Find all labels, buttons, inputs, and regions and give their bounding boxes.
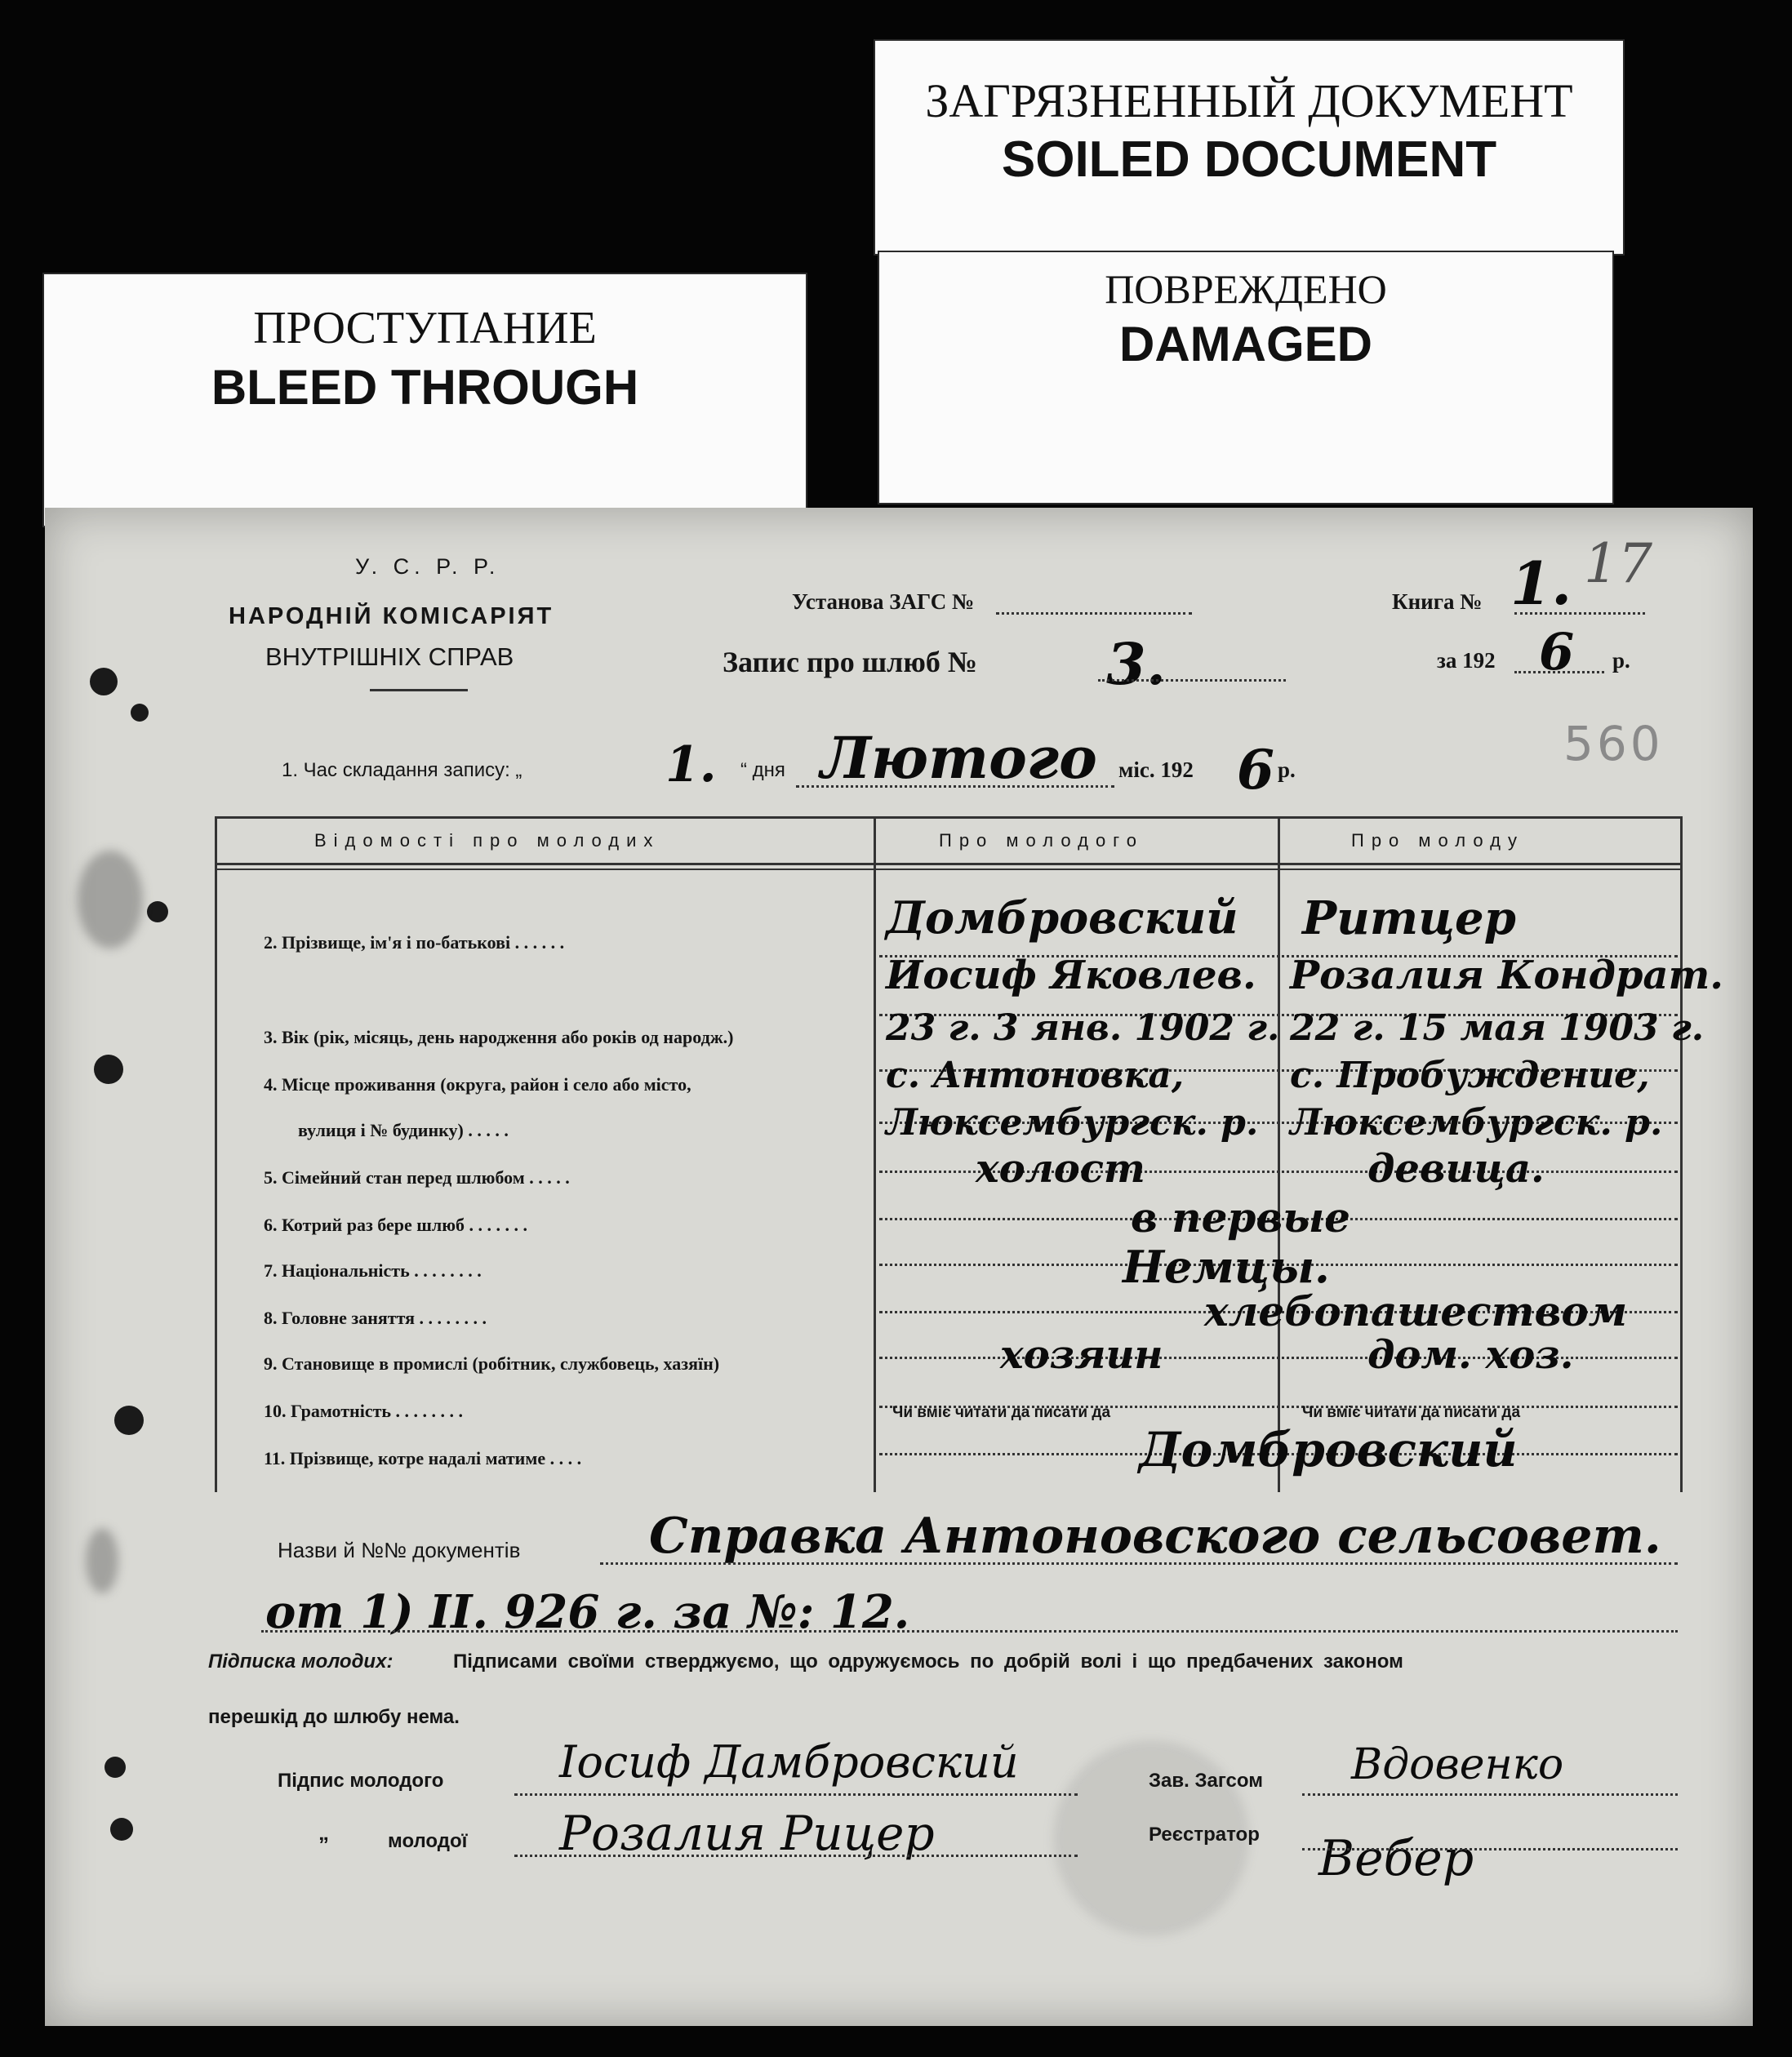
table-right-border (1680, 816, 1683, 1492)
damaged-en-label: DAMAGED (1119, 317, 1372, 371)
groom-age: 23 г. 3 янв. 1902 г. (886, 1007, 1280, 1049)
row-label-age: 3. Вік (рік, місяць, день народження або років од народж.) (264, 1027, 734, 1047)
punch-hole (110, 1818, 133, 1841)
bride-residence: с. Пробуждение, (1290, 1055, 1650, 1096)
bleed-en-label: BLEED THROUGH (211, 360, 639, 415)
groom-residence: с. Антоновка, (886, 1055, 1185, 1096)
row-label-nationality: 7. Національність . . . . . . . . (264, 1260, 482, 1281)
row-label-industry: 9. Становище в промислі (робітник, службовець, хазяїн) (264, 1353, 720, 1374)
date-day-suffix: “ дня (740, 759, 785, 781)
bride-signature-label: молодої (388, 1830, 468, 1852)
table-col-divider-2 (1278, 816, 1280, 1492)
table-header-border (215, 863, 1680, 865)
damaged-ru-label: ПОВРЕЖДЕНО (1105, 266, 1387, 312)
table-top-border (215, 816, 1680, 819)
both-future-surname: Домбровский (1139, 1422, 1518, 1477)
declaration-text-2: перешкід до шлюбу нема. (208, 1706, 460, 1728)
row-label-marital: 5. Сімейний стан перед шлюбом . . . . . (264, 1167, 570, 1188)
table-header-border-2 (215, 869, 1680, 870)
punch-hole (147, 901, 168, 922)
head-registry-signature: Вдовенко (1351, 1740, 1564, 1789)
table-left-border (215, 816, 217, 1492)
date-month-label: міс. 192 (1118, 757, 1194, 782)
punch-hole (131, 704, 149, 722)
stain (86, 1528, 118, 1593)
bride-marital: девица. (1367, 1146, 1545, 1192)
column-header-bride: Про молоду (1351, 830, 1524, 851)
year-suffix: р. (1612, 648, 1630, 673)
date-suffix: р. (1278, 757, 1296, 782)
groom-surname: Домбровский (886, 891, 1238, 944)
bride-signature-line (514, 1855, 1078, 1857)
table-col-divider-1 (874, 816, 876, 1492)
punch-hole (114, 1406, 144, 1435)
bleed-ru-label: ПРОСТУПАНИЕ (253, 303, 597, 353)
documents-field-1 (600, 1562, 1678, 1565)
archive-number: 560 (1563, 716, 1664, 771)
groom-given-name: Иосиф Яковлев. (886, 953, 1256, 998)
head-signature-line (1302, 1793, 1678, 1796)
year-label: за 192 (1437, 648, 1496, 673)
bleed-through-card (42, 273, 807, 527)
row-label-residence: 4. Місце проживання (округа, район і село або місто, (264, 1074, 691, 1095)
registrar-label: Реєстратор (1149, 1824, 1260, 1846)
column-header-groom: Про молодого (939, 830, 1144, 851)
documents-line-1: Справка Антоновского сельсовет. (649, 1508, 1661, 1565)
documents-field-2 (261, 1630, 1678, 1633)
date-month: Лютого (820, 724, 1097, 792)
bride-signature: Розалия Рицер (559, 1806, 935, 1861)
damaged-card (878, 251, 1614, 504)
documents-label: Назви й №№ документів (278, 1538, 521, 1562)
book-number-field (1514, 612, 1645, 615)
record-title: Запис про шлюб № (723, 646, 978, 678)
row-label-literacy: 10. Грамотність . . . . . . . . (264, 1401, 464, 1421)
bride-given-name: Розалия Кондрат. (1290, 953, 1723, 998)
groom-signature-line (514, 1793, 1078, 1796)
documents-line-2: от 1) II. 926 г. за №: 12. (265, 1585, 910, 1639)
column-header-info: Відомості про молодих (314, 830, 660, 851)
stain (78, 851, 143, 949)
punch-hole (104, 1757, 126, 1778)
both-occupation: хлебопашеством (1204, 1287, 1628, 1335)
date-year: 6 (1237, 738, 1274, 802)
year-value: 6 (1539, 622, 1575, 682)
republic-label: У. С. Р. Р. (355, 554, 500, 579)
book-label: Книга № (1392, 589, 1483, 614)
groom-literacy: Чи вміє читати да писати да (892, 1404, 1111, 1421)
bride-position: дом. хоз. (1367, 1332, 1574, 1378)
soiled-document-card (874, 39, 1625, 255)
groom-signature: Іосиф Дамбровский (559, 1736, 1019, 1788)
soiled-ru-label: ЗАГРЯЗНЕННЫЙ ДОКУМЕНТ (925, 74, 1573, 127)
bride-literacy: Чи вміє читати да писати да (1302, 1404, 1521, 1421)
bride-surname: Ритцер (1302, 891, 1516, 945)
book-extra: 17 (1584, 532, 1652, 595)
date-line-label: 1. Час складання запису: „ (282, 759, 522, 781)
registrar-signature-line (1302, 1848, 1678, 1850)
groom-position: хозяин (1000, 1332, 1163, 1378)
bride-district: Люксембургск. р. (1290, 1102, 1663, 1144)
groom-district: Люксембургск. р. (886, 1102, 1259, 1144)
department-label: ВНУТРІШНІХ СПРАВ (265, 642, 514, 671)
date-day: 1. (665, 736, 717, 793)
record-number: 3. (1106, 630, 1167, 698)
head-registry-label: Зав. Загсом (1149, 1770, 1263, 1792)
row-label-residence-cont: вулиця і № будинку) . . . . . (298, 1120, 509, 1140)
punch-hole (90, 668, 118, 695)
row-label-future-surname: 11. Прізвище, котре надалі матиме . . . . (264, 1448, 582, 1468)
header-divider (370, 689, 468, 691)
groom-marital: холост (976, 1146, 1145, 1192)
institution-label: Установа ЗАГС № (792, 589, 975, 614)
year-field (1514, 671, 1604, 673)
row-label-name: 2. Прізвище, ім'я і по-батькові . . . . . . (264, 932, 565, 953)
declaration-lead: Підписка молодих: (208, 1650, 394, 1673)
bride-age: 22 г. 15 мая 1903 г. (1290, 1007, 1705, 1049)
punch-hole (94, 1055, 123, 1084)
registrar-signature: Вебер (1318, 1830, 1474, 1887)
row-label-marriage-count: 6. Котрий раз бере шлюб . . . . . . . (264, 1215, 528, 1235)
record-number-field (1098, 679, 1286, 682)
groom-signature-label: Підпис молодого (278, 1770, 444, 1792)
soiled-en-label: SOILED DOCUMENT (1001, 131, 1497, 188)
both-marriage-count: в первые (1131, 1193, 1350, 1242)
row-label-occupation: 8. Головне заняття . . . . . . . . (264, 1308, 487, 1328)
commissariat-label: НАРОДНІЙ КОМІСАРІЯТ (229, 603, 554, 629)
month-field (796, 785, 1114, 788)
bride-quote-mark: „ (318, 1820, 329, 1845)
institution-field (996, 612, 1192, 615)
book-number: 1. (1510, 549, 1572, 618)
marriage-record-sheet (45, 508, 1753, 2026)
declaration-text-1: Підписами своїми стверджуємо, що одружуємось по добрій волі і що предбачених законом (453, 1650, 1403, 1673)
both-nationality: Немцы. (1123, 1241, 1330, 1293)
